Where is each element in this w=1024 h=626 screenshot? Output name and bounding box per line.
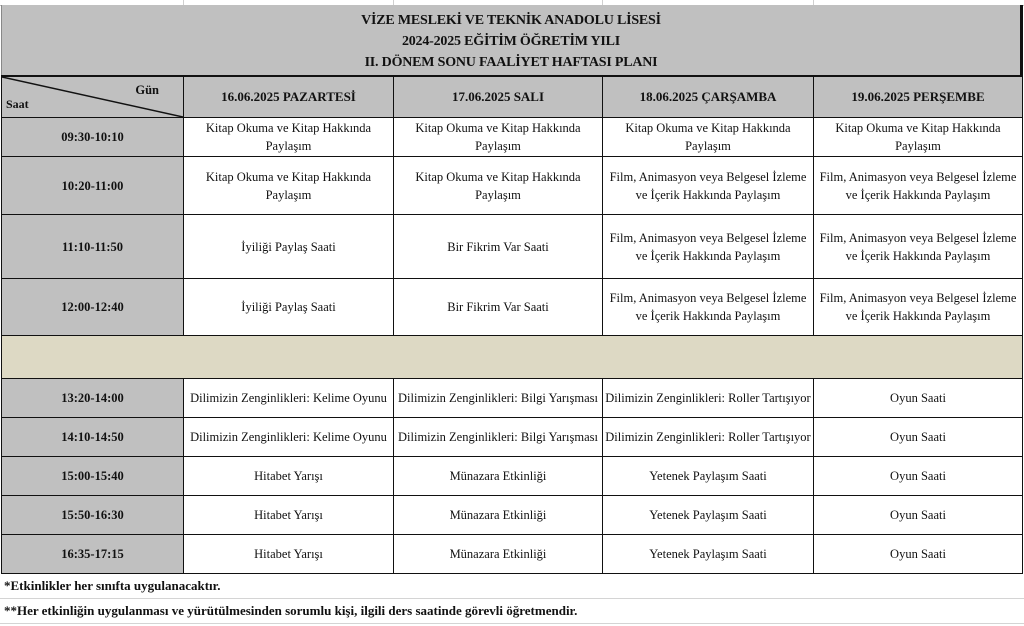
time-slot: 10:20-11:00: [2, 157, 184, 215]
footnote: *Etkinlikler her sınıfta uygulanacaktır.: [0, 574, 1024, 599]
activity-cell: Kitap Okuma ve Kitap Hakkında Paylaşım: [394, 157, 603, 215]
activity-cell: Kitap Okuma ve Kitap Hakkında Paylaşım: [184, 157, 394, 215]
activity-cell: Film, Animasyon veya Belgesel İzleme ve İçerik Hakkında Paylaşım: [814, 215, 1023, 279]
lunch-break-band: [2, 336, 1023, 379]
activity-cell: Hitabet Yarışı: [184, 457, 394, 496]
time-slot: 14:10-14:50: [2, 418, 184, 457]
activity-cell: İyiliği Paylaş Saati: [184, 215, 394, 279]
activity-cell: Kitap Okuma ve Kitap Hakkında Paylaşım: [603, 118, 814, 157]
activity-cell: Dilimizin Zenginlikleri: Bilgi Yarışması: [394, 379, 603, 418]
activity-cell: Kitap Okuma ve Kitap Hakkında Paylaşım: [184, 118, 394, 157]
time-slot: 15:50-16:30: [2, 496, 184, 535]
day-header: 16.06.2025 PAZARTESİ: [184, 76, 394, 118]
footnotes: [0, 574, 1024, 624]
activity-cell: Oyun Saati: [814, 457, 1023, 496]
school-name: VİZE MESLEKİ VE TEKNİK ANADOLU LİSESİ: [361, 13, 661, 28]
day-header: 18.06.2025 ÇARŞAMBA: [603, 76, 814, 118]
schedule-row: [2, 279, 1023, 336]
lunch-break-row: [2, 336, 1023, 379]
activity-cell: Bir Fikrim Var Saati: [394, 279, 603, 336]
header-row: [2, 76, 1023, 118]
time-slot: 12:00-12:40: [2, 279, 184, 336]
day-header: 19.06.2025 PERŞEMBE: [814, 76, 1023, 118]
footnote: **Her etkinliğin uygulanması ve yürütülmesinden sorumlu kişi, ilgili ders saatinde görevli öğretmendir.: [0, 599, 1024, 624]
time-axis-label: Saat: [6, 97, 29, 111]
schedule-row: [2, 118, 1023, 157]
activity-cell: Dilimizin Zenginlikleri: Kelime Oyunu: [184, 379, 394, 418]
schedule-row: [2, 418, 1023, 457]
activity-cell: Dilimizin Zenginlikleri: Bilgi Yarışması: [394, 418, 603, 457]
activity-cell: Film, Animasyon veya Belgesel İzleme ve İçerik Hakkında Paylaşım: [814, 157, 1023, 215]
time-slot: 11:10-11:50: [2, 215, 184, 279]
activity-cell: Hitabet Yarışı: [184, 496, 394, 535]
activity-cell: Yetenek Paylaşım Saati: [603, 496, 814, 535]
activity-cell: Münazara Etkinliği: [394, 535, 603, 574]
activity-cell: Dilimizin Zenginlikleri: Roller Tartışıyor: [603, 418, 814, 457]
activity-cell: Kitap Okuma ve Kitap Hakkında Paylaşım: [814, 118, 1023, 157]
activity-cell: Hitabet Yarışı: [184, 535, 394, 574]
activity-cell: İyiliği Paylaş Saati: [184, 279, 394, 336]
day-header: 17.06.2025 SALI: [394, 76, 603, 118]
schedule-row: [2, 215, 1023, 279]
activity-cell: Bir Fikrim Var Saati: [394, 215, 603, 279]
activity-cell: Yetenek Paylaşım Saati: [603, 535, 814, 574]
plan-title: II. DÖNEM SONU FAALİYET HAFTASI PLANI: [364, 55, 658, 70]
activity-cell: Yetenek Paylaşım Saati: [603, 457, 814, 496]
schedule-row: [2, 457, 1023, 496]
activity-cell: Oyun Saati: [814, 379, 1023, 418]
activity-cell: Film, Animasyon veya Belgesel İzleme ve İçerik Hakkında Paylaşım: [603, 215, 814, 279]
time-slot: 15:00-15:40: [2, 457, 184, 496]
day-axis-label: Gün: [135, 83, 159, 97]
title-block: [1, 5, 1023, 75]
activity-cell: Film, Animasyon veya Belgesel İzleme ve İçerik Hakkında Paylaşım: [603, 157, 814, 215]
activity-cell: Oyun Saati: [814, 535, 1023, 574]
activity-cell: Film, Animasyon veya Belgesel İzleme ve İçerik Hakkında Paylaşım: [603, 279, 814, 336]
activity-cell: Münazara Etkinliği: [394, 457, 603, 496]
schedule-row: [2, 535, 1023, 574]
activity-cell: Oyun Saati: [814, 496, 1023, 535]
schedule-row: [2, 379, 1023, 418]
corner-cell: [2, 76, 184, 118]
activity-schedule-table: [1, 75, 1023, 574]
academic-year: 2024-2025 EĞİTİM ÖĞRETİM YILI: [401, 34, 621, 49]
time-slot: 13:20-14:00: [2, 379, 184, 418]
activity-cell: Kitap Okuma ve Kitap Hakkında Paylaşım: [394, 118, 603, 157]
activity-cell: Film, Animasyon veya Belgesel İzleme ve İçerik Hakkında Paylaşım: [814, 279, 1023, 336]
schedule-row: [2, 157, 1023, 215]
activity-cell: Münazara Etkinliği: [394, 496, 603, 535]
time-slot: 09:30-10:10: [2, 118, 184, 157]
activity-cell: Dilimizin Zenginlikleri: Roller Tartışıyor: [603, 379, 814, 418]
activity-cell: Dilimizin Zenginlikleri: Kelime Oyunu: [184, 418, 394, 457]
activity-cell: Oyun Saati: [814, 418, 1023, 457]
time-slot: 16:35-17:15: [2, 535, 184, 574]
schedule-row: [2, 496, 1023, 535]
